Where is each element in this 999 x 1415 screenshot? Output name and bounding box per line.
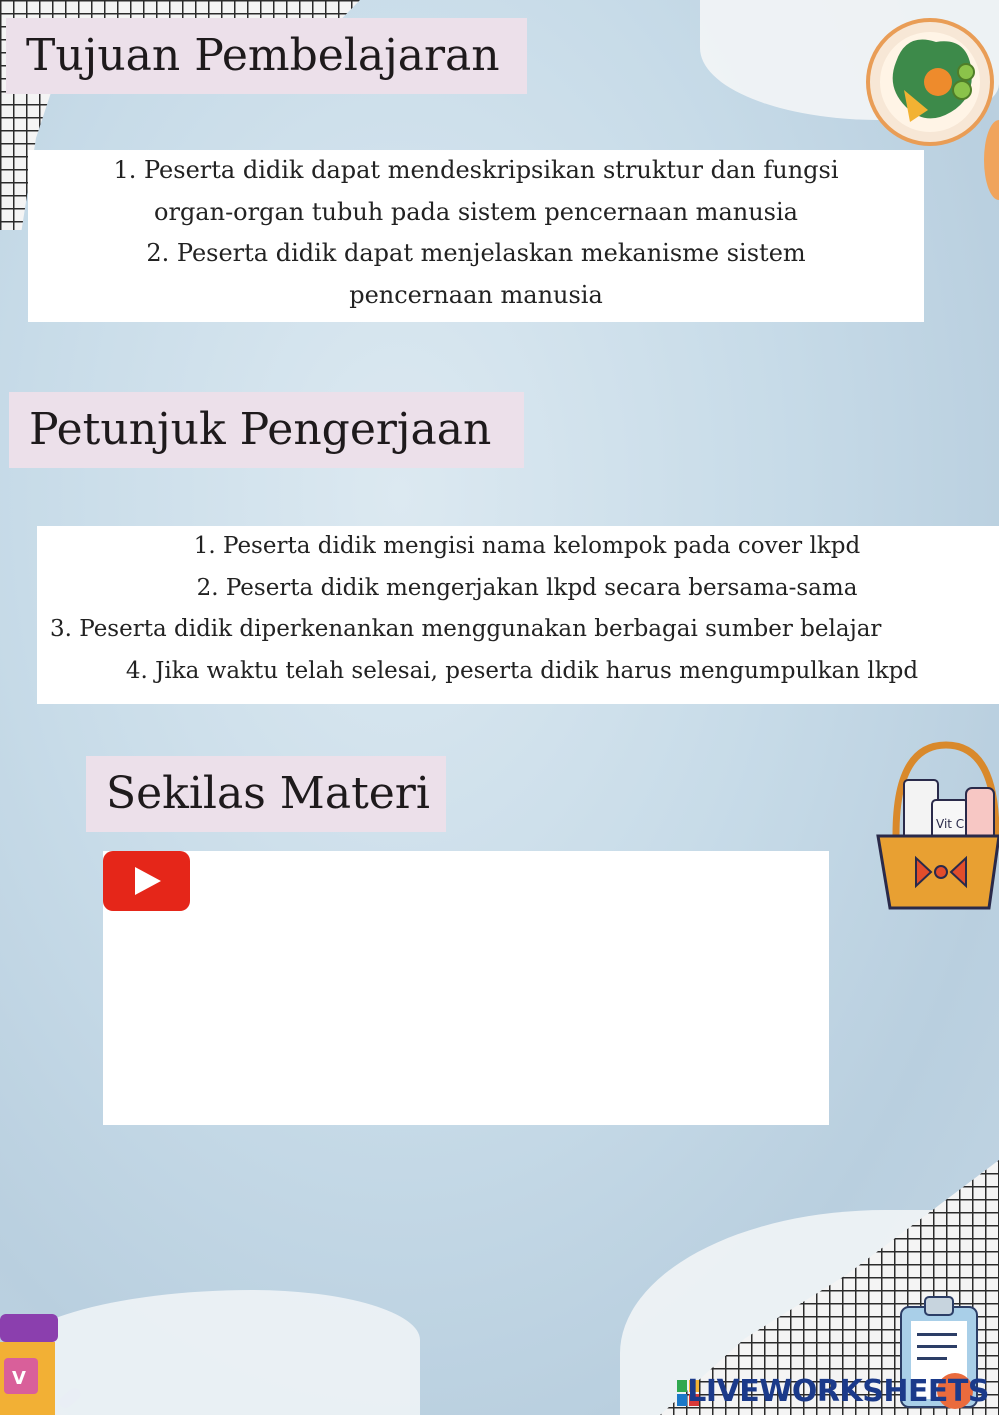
liveworksheets-watermark: LIVEWORKSHEETS (687, 1374, 989, 1409)
heading-sekilas-materi: Sekilas Materi (86, 756, 446, 832)
petunjuk-line-4: 4. Jika waktu telah selesai, peserta didik harus mengumpulkan lkpd (125, 657, 919, 684)
petunjuk-line-1: 1. Peserta didik mengisi nama kelompok pada cover lkpd (193, 533, 861, 559)
tujuan-line-1: 1. Peserta didik dapat mendeskripsikan struktur dan fungsi (113, 156, 839, 184)
heading-tujuan-pembelajaran: Tujuan Pembelajaran (6, 18, 527, 94)
pill-bottle-label: V (12, 1368, 26, 1389)
salad-bowl-icon (866, 12, 994, 152)
heading-petunjuk-pengerjaan: Petunjuk Pengerjaan (9, 392, 524, 468)
tujuan-line-4: pencernaan manusia (349, 280, 603, 309)
petunjuk-text-box (37, 526, 999, 704)
video-embed-area[interactable] (103, 851, 829, 1125)
youtube-play-icon[interactable] (103, 851, 190, 911)
pill-bottle-icon (0, 1312, 85, 1415)
tujuan-text-box (28, 150, 924, 322)
petunjuk-line-3: 3. Peserta didik diperkenankan menggunakan berbagai sumber belajar (50, 616, 882, 642)
basket-label: Vit C (936, 817, 965, 831)
tujuan-line-2: organ-organ tubuh pada sistem pencernaan manusia (154, 197, 798, 226)
tujuan-line-3: 2. Peserta didik dapat menjelaskan mekanisme sistem (146, 239, 806, 267)
petunjuk-line-2: 2. Peserta didik mengerjakan lkpd secara bersama-sama (196, 574, 858, 601)
vitamin-basket-icon (876, 740, 999, 912)
